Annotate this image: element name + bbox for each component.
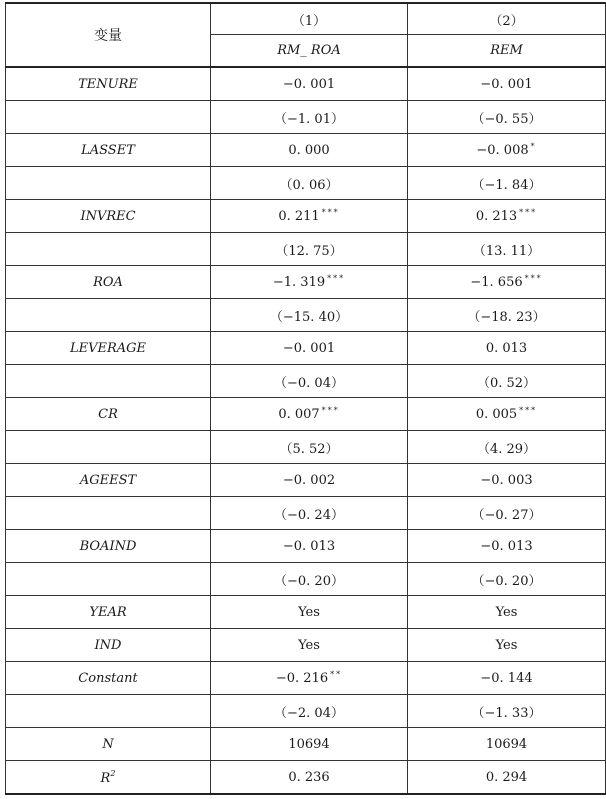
col2-value bbox=[408, 67, 606, 101]
coefficient-text: （−1. 01） bbox=[274, 111, 344, 127]
coefficient-text: −1. 656 bbox=[470, 275, 523, 290]
coefficient-text: 0. 294 bbox=[485, 769, 528, 785]
col1-value bbox=[211, 728, 408, 761]
col1-value bbox=[211, 431, 408, 464]
col1-number: （1） bbox=[211, 3, 408, 35]
col1-value bbox=[211, 497, 408, 530]
coefficient-text: （−0. 20） bbox=[471, 573, 542, 589]
regression-table bbox=[5, 2, 606, 795]
coefficient-text: −0. 001 bbox=[282, 76, 336, 92]
coefficient-text: （5. 52） bbox=[279, 441, 339, 457]
coefficient-text: Yes bbox=[495, 604, 518, 620]
col2-value bbox=[408, 266, 606, 299]
coefficient-text: （−0. 04） bbox=[274, 375, 344, 391]
table-row bbox=[6, 398, 606, 431]
coefficient-text: 10694 bbox=[485, 736, 528, 752]
table-row bbox=[6, 596, 606, 629]
table-row bbox=[6, 530, 606, 563]
coefficient-text: 0. 005 bbox=[475, 407, 518, 422]
table-row bbox=[6, 101, 606, 134]
coefficient-text: （12. 75） bbox=[275, 243, 343, 259]
coefficient-text: −0. 013 bbox=[282, 538, 336, 554]
col1-dependent: RM_ ROA bbox=[211, 35, 408, 68]
coefficient-text: −0. 013 bbox=[480, 538, 533, 554]
table-row bbox=[6, 299, 606, 332]
variable-name bbox=[6, 233, 211, 266]
col1-value bbox=[211, 299, 408, 332]
variable-name bbox=[6, 398, 211, 431]
variable-name bbox=[6, 101, 211, 134]
variable-name bbox=[6, 695, 211, 728]
table-row bbox=[6, 662, 606, 695]
col2-value bbox=[408, 200, 606, 233]
col1-value bbox=[211, 596, 408, 629]
coefficient-text: （−0. 27） bbox=[471, 507, 542, 523]
variable-name bbox=[6, 530, 211, 563]
variable-name bbox=[6, 332, 211, 365]
col1-value bbox=[211, 101, 408, 134]
col2-value bbox=[408, 629, 606, 662]
coefficient-text: −0. 008 bbox=[476, 143, 529, 158]
col1-value bbox=[211, 200, 408, 233]
col2-value bbox=[408, 563, 606, 596]
coefficient-text: （0. 52） bbox=[476, 375, 537, 391]
col1-value bbox=[211, 629, 408, 662]
col2-value bbox=[408, 431, 606, 464]
coefficient-text: （13. 11） bbox=[472, 243, 541, 259]
table-row bbox=[6, 629, 606, 662]
coefficient-text: 0. 211 bbox=[278, 209, 320, 224]
coefficient-text: （−18. 23） bbox=[467, 309, 546, 325]
coefficient-text: 10694 bbox=[288, 736, 330, 752]
variable-header: 变量 bbox=[6, 3, 211, 67]
col2-value bbox=[408, 134, 606, 167]
table-row bbox=[6, 497, 606, 530]
header-row-numbers bbox=[6, 3, 606, 35]
significance-stars: *** bbox=[321, 208, 340, 217]
col1-value bbox=[211, 233, 408, 266]
col1-value bbox=[211, 134, 408, 167]
variable-name-text: TENURE bbox=[78, 76, 138, 92]
variable-name-text: IND bbox=[94, 637, 122, 653]
variable-name bbox=[6, 167, 211, 200]
coefficient-text: （4. 29） bbox=[476, 441, 537, 457]
coefficient-text: −0. 002 bbox=[282, 472, 336, 488]
col2-value bbox=[408, 398, 606, 431]
coefficient-text: −0. 003 bbox=[480, 472, 533, 488]
col2-value bbox=[408, 530, 606, 563]
coefficient-text: （−0. 20） bbox=[274, 573, 344, 589]
col1-value bbox=[211, 530, 408, 563]
coefficient-text: （−15. 40） bbox=[269, 309, 349, 325]
coefficient-text: −0. 001 bbox=[282, 340, 336, 356]
variable-name-text: INVREC bbox=[80, 208, 136, 224]
variable-name bbox=[6, 67, 211, 101]
significance-stars: * bbox=[530, 142, 537, 151]
col2-value bbox=[408, 233, 606, 266]
table-row bbox=[6, 365, 606, 398]
table-row bbox=[6, 134, 606, 167]
significance-stars: *** bbox=[321, 406, 340, 415]
significance-stars: *** bbox=[519, 406, 538, 415]
variable-name-text: AGEEST bbox=[79, 472, 137, 488]
coefficient-text: 0. 000 bbox=[288, 142, 330, 158]
table-row bbox=[6, 67, 606, 101]
variable-name bbox=[6, 266, 211, 299]
significance-stars: *** bbox=[524, 274, 543, 283]
table-row bbox=[6, 728, 606, 761]
col2-value bbox=[408, 761, 606, 795]
col1-value bbox=[211, 464, 408, 497]
col2-number: （2） bbox=[408, 3, 606, 35]
variable-name bbox=[6, 431, 211, 464]
coefficient-text: 0. 013 bbox=[485, 340, 528, 356]
table-row bbox=[6, 761, 606, 795]
variable-name bbox=[6, 563, 211, 596]
coefficient-text: 0. 007 bbox=[278, 407, 320, 422]
coefficient-text: （−2. 04） bbox=[274, 705, 344, 721]
variable-name bbox=[6, 365, 211, 398]
col1-value bbox=[211, 365, 408, 398]
significance-stars: ** bbox=[330, 670, 343, 679]
variable-name bbox=[6, 662, 211, 695]
col1-value bbox=[211, 695, 408, 728]
variable-name-text: ROA bbox=[93, 274, 123, 290]
table-row bbox=[6, 332, 606, 365]
variable-name bbox=[6, 596, 211, 629]
col2-value bbox=[408, 662, 606, 695]
col2-value bbox=[408, 332, 606, 365]
variable-name bbox=[6, 629, 211, 662]
significance-stars: *** bbox=[519, 208, 538, 217]
col2-dependent: REM bbox=[408, 35, 606, 68]
coefficient-text: −1. 319 bbox=[272, 275, 326, 290]
variable-name-text: BOAIND bbox=[79, 538, 137, 554]
table-row bbox=[6, 431, 606, 464]
col2-value bbox=[408, 299, 606, 332]
col2-value bbox=[408, 365, 606, 398]
col1-value bbox=[211, 167, 408, 200]
variable-name-text: LASSET bbox=[81, 142, 135, 158]
table-row bbox=[6, 233, 606, 266]
col2-value bbox=[408, 596, 606, 629]
coefficient-text: −0. 216 bbox=[275, 671, 329, 686]
coefficient-text: Yes bbox=[298, 637, 320, 653]
variable-name-text: N bbox=[102, 736, 114, 752]
variable-name bbox=[6, 200, 211, 233]
significance-stars: *** bbox=[327, 274, 346, 283]
col1-value bbox=[211, 398, 408, 431]
coefficient-text: Yes bbox=[495, 637, 518, 653]
coefficient-text: （−0. 24） bbox=[274, 507, 344, 523]
variable-name-text: Constant bbox=[78, 670, 138, 686]
col1-value bbox=[211, 332, 408, 365]
variable-name bbox=[6, 464, 211, 497]
table-row bbox=[6, 167, 606, 200]
col2-value bbox=[408, 695, 606, 728]
variable-name bbox=[6, 299, 211, 332]
variable-name-text: R bbox=[100, 770, 111, 786]
coefficient-text: 0. 213 bbox=[475, 209, 518, 224]
col1-value bbox=[211, 563, 408, 596]
col1-value bbox=[211, 266, 408, 299]
coefficient-text: （−1. 84） bbox=[471, 177, 542, 193]
variable-name-text: LEVERAGE bbox=[69, 340, 147, 356]
coefficient-text: （0. 06） bbox=[279, 177, 339, 193]
col2-value bbox=[408, 728, 606, 761]
variable-name bbox=[6, 761, 211, 795]
variable-name-text: CR bbox=[98, 406, 118, 422]
coefficient-text: −0. 001 bbox=[480, 76, 533, 92]
coefficient-text: Yes bbox=[298, 604, 320, 620]
variable-name bbox=[6, 134, 211, 167]
table-row bbox=[6, 695, 606, 728]
coefficient-text: 0. 236 bbox=[288, 769, 330, 785]
variable-name-text: YEAR bbox=[89, 604, 127, 620]
coefficient-text: （−1. 33） bbox=[471, 705, 542, 721]
col1-value bbox=[211, 761, 408, 795]
variable-name bbox=[6, 728, 211, 761]
col2-value bbox=[408, 167, 606, 200]
variable-name bbox=[6, 497, 211, 530]
col1-value bbox=[211, 662, 408, 695]
col2-value bbox=[408, 464, 606, 497]
col1-value bbox=[211, 67, 408, 101]
table-row bbox=[6, 464, 606, 497]
table-row bbox=[6, 563, 606, 596]
col2-value bbox=[408, 101, 606, 134]
col2-value bbox=[408, 497, 606, 530]
table-row bbox=[6, 266, 606, 299]
coefficient-text: −0. 144 bbox=[480, 670, 533, 686]
coefficient-text: （−0. 55） bbox=[471, 111, 542, 127]
table-row bbox=[6, 200, 606, 233]
variable-superscript: 2 bbox=[110, 768, 116, 778]
